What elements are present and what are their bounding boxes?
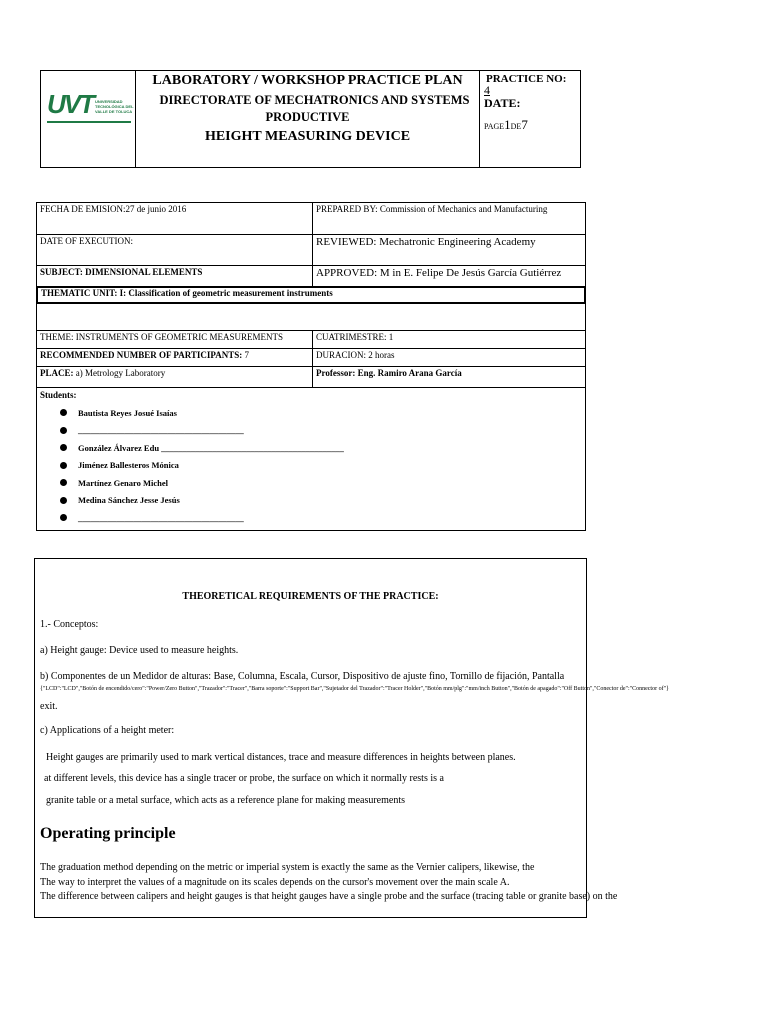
bullet-icon (60, 409, 67, 416)
participants-value: 7 (242, 350, 250, 360)
components-json-line: {"LCD":"LCD","Botón de encendido/cero":"Power/Zero Button","Trazador":"Tracer","Barra soporte":"Support Bar","Sujetador del Trazador":"Tracer Holder","Botón mm/plg":"mm/inch Button","Botón de apagado":"Off Button","Conector de":"Connector of"} (40, 686, 669, 692)
bullet-icon (60, 497, 67, 504)
students-list (40, 404, 582, 527)
bullet-icon (60, 514, 67, 521)
practice-info-cell (480, 71, 580, 167)
directorate-line-2: PRODUCTIVE (265, 110, 350, 124)
page-indicator (484, 117, 580, 133)
info-row (37, 331, 585, 349)
subject: SUBJECT: DIMENSIONAL ELEMENTS (37, 266, 313, 286)
student-name: González Álvarez Edu ___________________________________________ (78, 442, 344, 453)
theme: THEME: INSTRUMENTS OF GEOMETRIC MEASUREMENTS (37, 331, 313, 348)
concepts-heading: 1.- Conceptos: (40, 619, 99, 630)
applications-heading: c) Applications of a height meter: (40, 725, 175, 736)
practice-no-label: PRACTICE NO: (486, 73, 567, 85)
practice-no-value: 4 (484, 83, 490, 97)
page-total: 7 (521, 117, 528, 132)
theory-heading: THEORETICAL REQUIREMENTS OF THE PRACTICE: (182, 591, 439, 602)
page-of: DE (510, 122, 522, 131)
place-label: PLACE: (40, 368, 74, 378)
student-item (40, 439, 582, 457)
participants (37, 349, 313, 366)
cuatrimestre: CUATRIMESTRE: 1 (316, 332, 394, 342)
operating-line-3: The difference between calipers and height gauges is that height gauges have a single probe and the surface (tracing table or granite base) on the (40, 891, 618, 902)
directorate-line: DIRECTORATE OF MECHATRONICS AND SYSTEMS (159, 93, 470, 107)
university-logo (47, 89, 134, 129)
student-name: Jiménez Ballesteros Mónica (78, 460, 179, 471)
info-row (37, 235, 585, 266)
title-cell (136, 71, 480, 167)
info-row (37, 349, 585, 367)
bullet-icon (60, 479, 67, 486)
professor: Professor: Eng. Ramiro Arana García (316, 368, 462, 378)
theory-section (34, 558, 669, 918)
bullet-icon (60, 427, 67, 434)
logo-underline (47, 121, 131, 123)
prepared-by: PREPARED BY: Commission of Mechanics and Manufacturing (316, 204, 548, 214)
bullet-icon (60, 444, 67, 451)
students-section (37, 388, 585, 530)
date-label: DATE: (484, 96, 521, 110)
page-num: 1 (504, 117, 511, 132)
doc-title: LABORATORY / WORKSHOP PRACTICE PLAN (152, 73, 463, 88)
student-item (40, 422, 582, 440)
student-item (40, 457, 582, 475)
student-name: Bautista Reyes Josué Isaías (78, 407, 177, 418)
page-prefix: PAGE (484, 122, 505, 131)
info-row (37, 266, 585, 287)
student-item (40, 509, 582, 527)
date-execution: DATE OF EXECUTION: (37, 235, 313, 265)
applications-line-3: granite table or a metal surface, which acts as a reference plane for making measurements (46, 795, 405, 806)
operating-principle-heading: Operating principle (40, 825, 176, 842)
approved-by: APPROVED: M in E. Felipe De Jesús García Gutiérrez (316, 267, 562, 279)
components-line: b) Componentes de un Medidor de alturas: Base, Columna, Escala, Cursor, Dispositivo de ajuste fino, Tornillo de fijación, Pantalla (40, 671, 565, 682)
bullet-icon (60, 462, 67, 469)
student-name: _______________________________________ (78, 425, 244, 436)
thematic-unit-text: THEMATIC UNIT: I: Classification of geometric measurement instruments (41, 288, 333, 298)
blank-row (37, 304, 585, 331)
thematic-unit (36, 286, 586, 304)
logo-subtext: UNIVERSIDAD TECNOLÓGICA DEL VALLE DE TOLUCA (95, 99, 134, 114)
logo-word: UVT (47, 89, 93, 119)
practice-title: HEIGHT MEASURING DEVICE (204, 129, 411, 144)
duracion: DURACION: 2 horas (316, 350, 395, 360)
student-name: Martínez Genaro Michel (78, 477, 169, 488)
practice-header (40, 70, 581, 168)
student-name: _______________________________________ (78, 512, 244, 523)
students-label: Students: (40, 390, 77, 400)
info-table (36, 202, 586, 531)
exit-text: exit. (40, 701, 58, 712)
place (37, 367, 313, 387)
operating-line-1: The graduation method depending on the metric or imperial system is exactly the same as the Vernier calipers, likewise, the (40, 862, 535, 873)
applications-line-2: at different levels, this device has a single tracer or probe, the surface on which it normally rests is a (44, 773, 444, 784)
logo-cell (41, 71, 136, 167)
reviewed-by: REVIEWED: Mechatronic Engineering Academy (316, 236, 536, 248)
info-row (37, 367, 585, 388)
student-name: Medina Sánchez Jesse Jesús (78, 495, 180, 506)
applications-line-1: Height gauges are primarily used to mark vertical distances, trace and measure differences in heights between planes. (46, 752, 516, 763)
student-item (40, 404, 582, 422)
place-value: a) Metrology Laboratory (73, 368, 166, 378)
emission-date: FECHA DE EMISION:27 de junio 2016 (37, 203, 313, 234)
height-gauge-definition: a) Height gauge: Device used to measure heights. (40, 645, 239, 656)
operating-line-2: The way to interpret the values of a magnitude on its scales depends on the cursor's movement over the main scale A. (40, 877, 510, 888)
student-item (40, 492, 582, 510)
info-row (37, 203, 585, 235)
student-item (40, 474, 582, 492)
participants-label: RECOMMENDED NUMBER OF PARTICIPANTS: (40, 350, 243, 360)
